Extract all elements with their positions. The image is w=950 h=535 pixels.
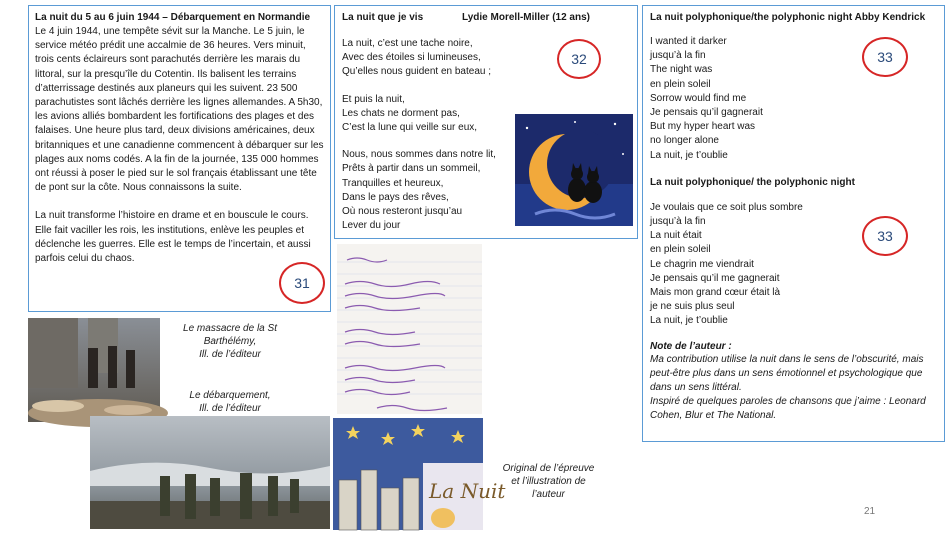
page-number: 21 — [864, 506, 876, 517]
box3-note-title: Note de l’auteur : — [650, 340, 732, 352]
box2-title: La nuit que je vis — [342, 12, 424, 23]
box3-poem-1: I wanted it darker jusqu’à la fin The night was en plein soleil Sorrow would find me Je pensais qu’il gagnerait But my hyper heart was no longer alone La nuit, je t’oublie — [650, 36, 763, 161]
badge-33-bottom: 33 — [862, 216, 908, 256]
box2-stanza-2: Et puis la nuit, Les chats ne dorment pas, C’est la lune qui veille sur eux, — [342, 93, 478, 134]
text-box-31 — [28, 5, 331, 312]
text-box-32 — [334, 5, 638, 239]
box2-title-row — [342, 11, 630, 24]
box2-author: Lydie Morell-Miller (12 ans) — [462, 12, 590, 23]
massacre-painting — [28, 318, 160, 422]
box1-title: La nuit du 5 au 6 juin 1944 – Débarquement en Normandie — [35, 12, 311, 23]
box2-stanza-1: La nuit, c’est une tache noire, Avec des étoiles si lumineuses, Qu’elles nous guident en bateau ; — [342, 38, 491, 78]
moon-cats-illustration — [515, 114, 633, 226]
box3-poem-2: Je voulais que ce soit plus sombre jusqu’à la fin La nuit était en plein soleil Le chagrin me viendrait Je pensais qu’il me gagnerait Mais mon grand cœur était là je ne suis plus seul La nuit, je t’oublie — [650, 201, 803, 327]
box1-paragraph-1: Le 4 juin 1944, une tempête sévit sur la Manche. Le 5 juin, le service météo prédit une accalmie de 36 heures. Vers minuit, trois cents éclaireurs sont parachutés derrière les marais du littoral, sur la presqu’île du Cotentin. Ils balisent les terrains d’atterrissage destinés aux planeurs qui les suivent. 23 500 parachutistes sont lâchés derrière les lignes allemandes. A 5h30, les avions alliés bombardent les fortifications des plages et des falaises. Une heure plus tard, deux divisions américaines, deux britanniques et une canadienne commencent à débarquer sur les plages aux noms codés. A la fin de la journée, 135 000 hommes ont réussi à poser le pied sur le sol français établissant une tête de pont sur la côte. Nous connaissons la suite. — [35, 26, 327, 194]
badge-31: 31 — [279, 262, 325, 304]
text-box-33 — [642, 5, 945, 442]
box2-stanza-3: Nous, nous sommes dans notre lit, Prêts à partir dans un sommeil, Tranquilles et heureux, Dans le pays des rêves, Où nous resteront jusqu’au Lever du jour — [342, 149, 496, 232]
landing-painting — [90, 416, 330, 529]
caption-massacre: Le massacre de la St Barthélémy, Ill. de l’éditeur — [183, 323, 277, 360]
box3-title-1: La nuit polyphonique/the polyphonic night Abby Kendrick — [650, 12, 926, 23]
box1-paragraph-2: La nuit transforme l’histoire en drame et en bouscule le cours. Elle fait vaciller les rois, les institutions, enlève les peuples et déclenche les guerres. Elle est le temps de l’incertain, et aussi parfois celui du chaos. — [35, 210, 314, 265]
box3-title-2: La nuit polyphonique/ the polyphonic night — [650, 176, 855, 188]
caption-debarquement: Le débarquement, Ill. de l’éditeur — [189, 390, 271, 414]
handwritten-poem-page — [337, 244, 482, 414]
box3-note: Ma contribution utilise la nuit dans le sens de l’obscurité, mais peut-être plus dans un sens émotionnel et psychologique que dans un sens littéral. Inspiré de quelques paroles de chansons que j’aime : Leonard Cohen, Blur et The National. — [650, 353, 926, 422]
caption-original: Original de l’épreuve et l’illustration de l’auteur — [502, 463, 595, 500]
badge-33-top: 33 — [862, 37, 908, 77]
drawing-title: La Nuit — [429, 479, 506, 503]
badge-32: 32 — [557, 39, 601, 79]
la-nuit-drawing — [333, 418, 506, 530]
